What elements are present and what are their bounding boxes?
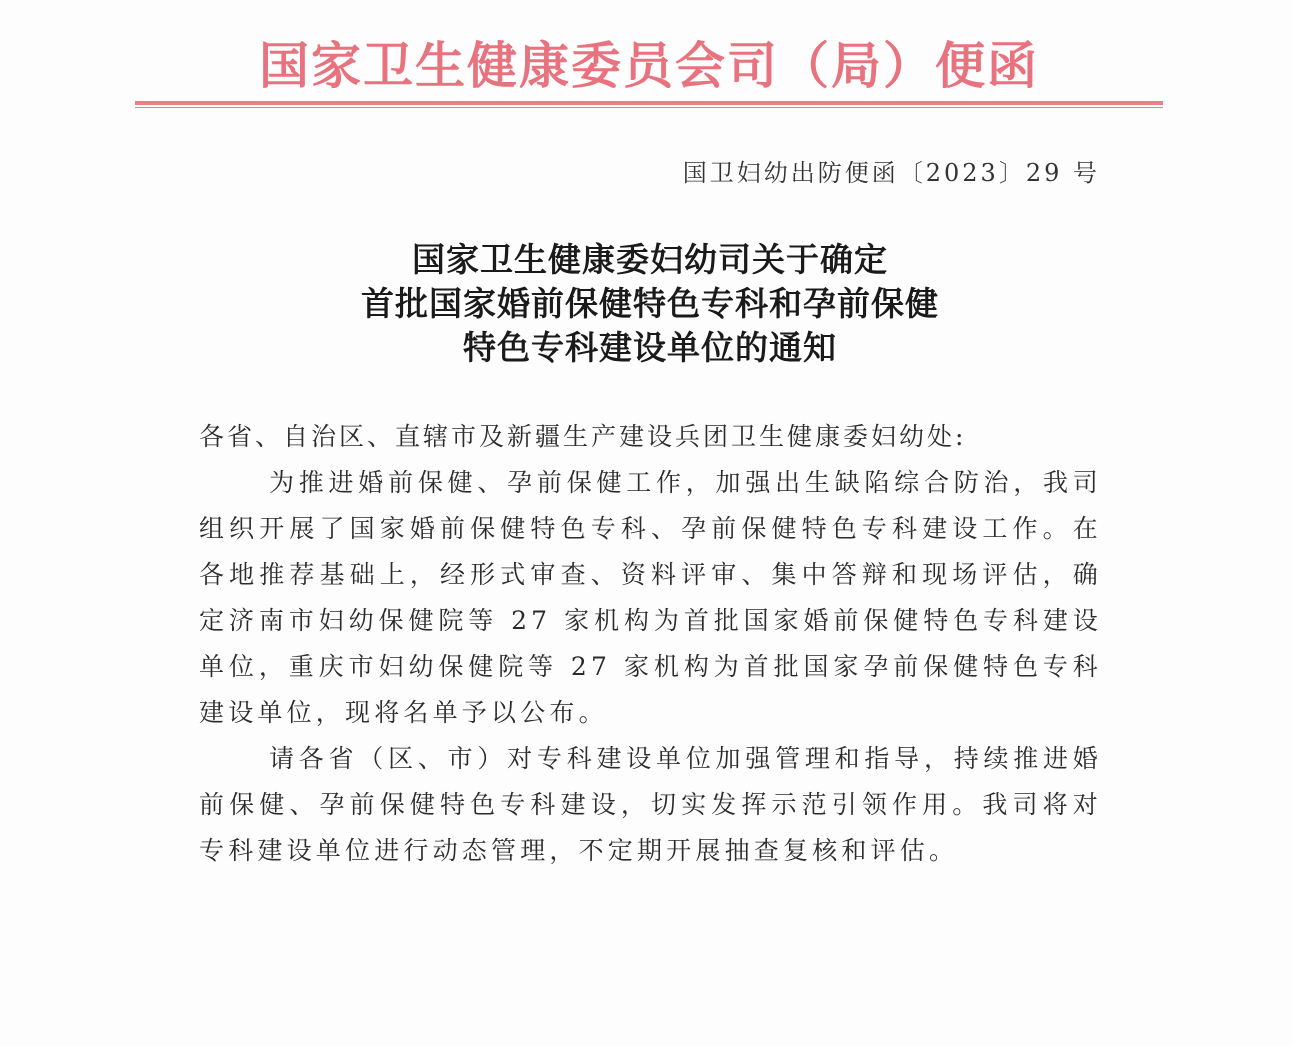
letterhead-rule-thick xyxy=(135,101,1163,105)
paragraph-2: 请各省（区、市）对专科建设单位加强管理和指导，持续推进婚前保健、孕前保健特色专科建设，切实发挥示范引领作用。我司将对专科建设单位进行动态管理，不定期开展抽查复核和评估。 xyxy=(199,744,1102,865)
title-line-3: 特色专科建设单位的通知 xyxy=(463,328,837,367)
document-title xyxy=(150,238,1150,370)
title-line-2: 首批国家婚前保健特色专科和孕前保健 xyxy=(361,284,939,323)
letterhead-title: 国家卫生健康委员会司（局）便函 xyxy=(259,37,1039,95)
letterhead-rule-thin xyxy=(135,107,1163,108)
salutation: 各省、自治区、直辖市及新疆生产建设兵团卫生健康委妇幼处: xyxy=(199,422,967,451)
title-line-1: 国家卫生健康委妇幼司关于确定 xyxy=(412,240,888,279)
document-body xyxy=(199,414,1102,874)
paragraph-1: 为推进婚前保健、孕前保健工作，加强出生缺陷综合防治，我司组织开展了国家婚前保健特色专科、孕前保健特色专科建设工作。在各地推荐基础上，经形式审查、资料评审、集中答辩和现场评估，确定济南市妇幼保健院等 27 家机构为首批国家婚前保健特色专科建设单位，重庆市妇幼保健院等 27 家机构为首批国家孕前保健特色专科建设单位，现将名单予以公布。 xyxy=(199,468,1102,727)
document-number: 国卫妇幼出防便函〔2023〕29 号 xyxy=(682,159,1100,187)
